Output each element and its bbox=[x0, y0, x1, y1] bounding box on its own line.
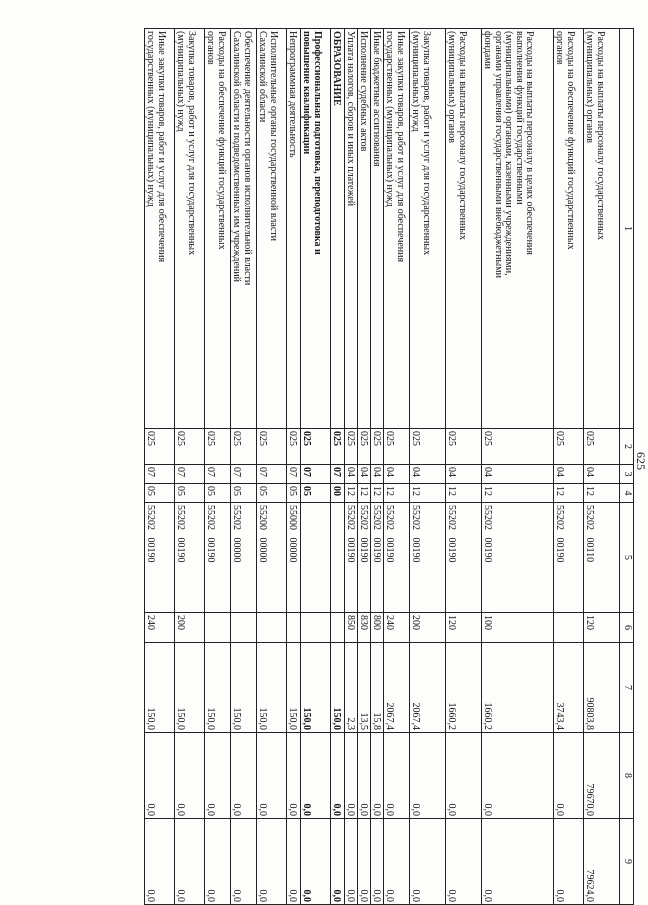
amount-year1-cell: 150,0 bbox=[257, 643, 287, 733]
amount-year3-cell: 0,0 bbox=[345, 819, 358, 905]
amount-year1-cell: 150,0 bbox=[175, 643, 205, 733]
section-cell: 04 bbox=[384, 465, 410, 484]
amount-year2-cell: 0,0 bbox=[554, 733, 584, 819]
expense-type-cell bbox=[554, 613, 584, 643]
section-cell: 07 bbox=[231, 465, 257, 484]
amount-year2-cell: 0,0 bbox=[145, 733, 175, 819]
amount-year2-cell: 0,0 bbox=[287, 733, 301, 819]
item-name-cell: Расходы на выплаты персоналу государственных (муниципальных) органов bbox=[446, 29, 482, 429]
budget-table bbox=[144, 28, 634, 905]
target-article-cell bbox=[331, 503, 345, 613]
expense-type-cell: 800 bbox=[371, 613, 384, 643]
item-name-cell: ОБРАЗОВАНИЕ bbox=[331, 29, 345, 429]
amount-year1-cell: 2067,4 bbox=[384, 643, 410, 733]
table-body bbox=[145, 29, 634, 905]
amount-year2-cell: 79670,0 bbox=[584, 733, 620, 819]
target-article-cell: 55202 00190 bbox=[175, 503, 205, 613]
section-cell: 04 bbox=[345, 465, 358, 484]
item-name-cell: Профессиональная подготовка, переподготовка и повышение квалификации bbox=[301, 29, 331, 429]
amount-year3-cell: 79624,0 bbox=[584, 819, 620, 905]
header-cell: 6 bbox=[620, 613, 634, 643]
amount-year3-cell: 0,0 bbox=[358, 819, 371, 905]
expense-type-cell: 200 bbox=[410, 613, 446, 643]
target-article-cell: 55202 00190 bbox=[446, 503, 482, 613]
item-name-cell: Расходы на выплаты персоналу государственных (муниципальных) органов bbox=[584, 29, 620, 429]
table-row bbox=[231, 29, 257, 905]
subsection-cell: 12 bbox=[584, 484, 620, 503]
amount-year1-cell: 3743,4 bbox=[554, 643, 584, 733]
table-row bbox=[145, 29, 175, 905]
ministry-code-cell: 025 bbox=[231, 429, 257, 465]
target-article-cell: 55202 00190 bbox=[384, 503, 410, 613]
ministry-code-cell: 025 bbox=[358, 429, 371, 465]
amount-year1-cell: 90803,8 bbox=[584, 643, 620, 733]
amount-year1-cell: 150,0 bbox=[301, 643, 331, 733]
amount-year3-cell: 0,0 bbox=[257, 819, 287, 905]
amount-year2-cell: 0,0 bbox=[231, 733, 257, 819]
amount-year2-cell: 0,0 bbox=[301, 733, 331, 819]
expense-type-cell bbox=[205, 613, 231, 643]
table-row bbox=[384, 29, 410, 905]
target-article-cell: 55202 00000 bbox=[231, 503, 257, 613]
target-article-cell bbox=[301, 503, 331, 613]
subsection-cell: 05 bbox=[301, 484, 331, 503]
table-row bbox=[410, 29, 446, 905]
subsection-cell: 05 bbox=[175, 484, 205, 503]
ministry-code-cell: 025 bbox=[331, 429, 345, 465]
header-cell: 9 bbox=[620, 819, 634, 905]
amount-year2-cell: 0,0 bbox=[410, 733, 446, 819]
amount-year3-cell: 0,0 bbox=[175, 819, 205, 905]
expense-type-cell: 120 bbox=[446, 613, 482, 643]
subsection-cell: 12 bbox=[410, 484, 446, 503]
amount-year1-cell: 150,0 bbox=[331, 643, 345, 733]
amount-year1-cell: 15,8 bbox=[371, 643, 384, 733]
section-cell: 04 bbox=[410, 465, 446, 484]
header-row bbox=[620, 29, 634, 905]
table-row bbox=[371, 29, 384, 905]
header-cell: 2 bbox=[620, 429, 634, 465]
section-cell: 04 bbox=[446, 465, 482, 484]
subsection-cell: 05 bbox=[257, 484, 287, 503]
target-article-cell: 55202 00190 bbox=[145, 503, 175, 613]
header-cell: 3 bbox=[620, 465, 634, 484]
rotated-page bbox=[50, 28, 648, 904]
ministry-code-cell: 025 bbox=[287, 429, 301, 465]
expense-type-cell: 240 bbox=[145, 613, 175, 643]
ministry-code-cell: 025 bbox=[301, 429, 331, 465]
amount-year2-cell: 0,0 bbox=[371, 733, 384, 819]
table-row bbox=[358, 29, 371, 905]
expense-type-cell bbox=[257, 613, 287, 643]
ministry-code-cell: 025 bbox=[205, 429, 231, 465]
section-cell: 04 bbox=[482, 465, 554, 484]
expense-type-cell: 120 bbox=[584, 613, 620, 643]
ministry-code-cell: 025 bbox=[482, 429, 554, 465]
table-row bbox=[205, 29, 231, 905]
section-cell: 07 bbox=[175, 465, 205, 484]
target-article-cell: 55202 00190 bbox=[554, 503, 584, 613]
item-name-cell: Закупка товаров, работ и услуг для государственных (муниципальных) нужд bbox=[175, 29, 205, 429]
item-name-cell: Иные закупки товаров, работ и услуг для обеспечения государственных (муниципальных) нужд bbox=[384, 29, 410, 429]
expense-type-cell bbox=[287, 613, 301, 643]
amount-year2-cell: 0,0 bbox=[482, 733, 554, 819]
item-name-cell: Закупка товаров, работ и услуг для государственных (муниципальных) нужд bbox=[410, 29, 446, 429]
table-row bbox=[331, 29, 345, 905]
section-cell: 07 bbox=[331, 465, 345, 484]
subsection-cell: 12 bbox=[482, 484, 554, 503]
ministry-code-cell: 025 bbox=[345, 429, 358, 465]
subsection-cell: 12 bbox=[345, 484, 358, 503]
target-article-cell: 55202 00190 bbox=[410, 503, 446, 613]
amount-year1-cell: 150,0 bbox=[205, 643, 231, 733]
section-cell: 07 bbox=[205, 465, 231, 484]
subsection-cell: 12 bbox=[446, 484, 482, 503]
table-row bbox=[554, 29, 584, 905]
header-cell: 5 bbox=[620, 503, 634, 613]
amount-year3-cell: 0,0 bbox=[446, 819, 482, 905]
subsection-cell: 12 bbox=[371, 484, 384, 503]
item-name-cell: Обеспечение деятельности органов исполнительной власти Сахалинской области и подведомственных им учреждений bbox=[231, 29, 257, 429]
table-row bbox=[175, 29, 205, 905]
section-cell: 07 bbox=[287, 465, 301, 484]
amount-year3-cell: 0,0 bbox=[384, 819, 410, 905]
target-article-cell: 55202 00190 bbox=[358, 503, 371, 613]
subsection-cell: 12 bbox=[554, 484, 584, 503]
subsection-cell: 12 bbox=[384, 484, 410, 503]
item-name-cell: Непрограммная деятельность bbox=[287, 29, 301, 429]
table-row bbox=[482, 29, 554, 905]
ministry-code-cell: 025 bbox=[410, 429, 446, 465]
item-name-cell: Расходы на обеспечение функций государственных органов bbox=[205, 29, 231, 429]
target-article-cell: 55202 00190 bbox=[345, 503, 358, 613]
table-row bbox=[446, 29, 482, 905]
subsection-cell: 00 bbox=[331, 484, 345, 503]
target-article-cell: 55202 00190 bbox=[482, 503, 554, 613]
amount-year1-cell: 13,5 bbox=[358, 643, 371, 733]
item-name-cell: Иные закупки товаров, работ и услуг для обеспечения государственных (муниципальных) нужд bbox=[145, 29, 175, 429]
amount-year3-cell: 0,0 bbox=[331, 819, 345, 905]
ministry-code-cell: 025 bbox=[584, 429, 620, 465]
page-number: 625 bbox=[634, 452, 648, 470]
section-cell: 04 bbox=[371, 465, 384, 484]
subsection-cell: 12 bbox=[358, 484, 371, 503]
amount-year3-cell: 0,0 bbox=[482, 819, 554, 905]
section-cell: 07 bbox=[301, 465, 331, 484]
item-name-cell: Расходы на обеспечение функций государственных органов bbox=[554, 29, 584, 429]
header-cell: 4 bbox=[620, 484, 634, 503]
table-row bbox=[584, 29, 620, 905]
expense-type-cell: 200 bbox=[175, 613, 205, 643]
item-name-cell: Расходы на выплаты персоналу в целях обеспечения выполнения функций государственными (муниципальными) органами, казенными учреждениями, органами управления государственными внебюджетными фондами bbox=[482, 29, 554, 429]
ministry-code-cell: 025 bbox=[257, 429, 287, 465]
amount-year2-cell: 0,0 bbox=[331, 733, 345, 819]
expense-type-cell: 240 bbox=[384, 613, 410, 643]
header-cell: 1 bbox=[620, 29, 634, 429]
subsection-cell: 05 bbox=[205, 484, 231, 503]
amount-year2-cell: 0,0 bbox=[384, 733, 410, 819]
amount-year1-cell: 150,0 bbox=[145, 643, 175, 733]
amount-year2-cell: 0,0 bbox=[446, 733, 482, 819]
expense-type-cell bbox=[331, 613, 345, 643]
subsection-cell: 05 bbox=[231, 484, 257, 503]
table-row bbox=[287, 29, 301, 905]
table-row bbox=[301, 29, 331, 905]
target-article-cell: 55202 00190 bbox=[371, 503, 384, 613]
section-cell: 07 bbox=[257, 465, 287, 484]
subsection-cell: 05 bbox=[145, 484, 175, 503]
item-name-cell: Исполнительные органы государственной власти Сахалинской области bbox=[257, 29, 287, 429]
amount-year3-cell: 0,0 bbox=[554, 819, 584, 905]
target-article-cell: 55202 00190 bbox=[205, 503, 231, 613]
target-article-cell: 55200 00000 bbox=[257, 503, 287, 613]
expense-type-cell bbox=[231, 613, 257, 643]
amount-year3-cell: 0,0 bbox=[301, 819, 331, 905]
section-cell: 07 bbox=[145, 465, 175, 484]
amount-year2-cell: 0,0 bbox=[345, 733, 358, 819]
amount-year1-cell: 1660,2 bbox=[446, 643, 482, 733]
amount-year2-cell: 0,0 bbox=[205, 733, 231, 819]
subsection-cell: 05 bbox=[287, 484, 301, 503]
ministry-code-cell: 025 bbox=[175, 429, 205, 465]
amount-year1-cell: 150,0 bbox=[231, 643, 257, 733]
amount-year2-cell: 0,0 bbox=[257, 733, 287, 819]
header-cell: 8 bbox=[620, 733, 634, 819]
table-row bbox=[345, 29, 358, 905]
header-cell: 7 bbox=[620, 643, 634, 733]
ministry-code-cell: 025 bbox=[371, 429, 384, 465]
expense-type-cell: 100 bbox=[482, 613, 554, 643]
target-article-cell: 55000 00000 bbox=[287, 503, 301, 613]
amount-year2-cell: 0,0 bbox=[358, 733, 371, 819]
section-cell: 04 bbox=[554, 465, 584, 484]
amount-year3-cell: 0,0 bbox=[145, 819, 175, 905]
amount-year3-cell: 0,0 bbox=[287, 819, 301, 905]
expense-type-cell: 850 bbox=[345, 613, 358, 643]
expense-type-cell bbox=[301, 613, 331, 643]
amount-year3-cell: 0,0 bbox=[410, 819, 446, 905]
ministry-code-cell: 025 bbox=[554, 429, 584, 465]
item-name-cell: Иные бюджетные ассигнования bbox=[371, 29, 384, 429]
amount-year3-cell: 0,0 bbox=[231, 819, 257, 905]
amount-year1-cell: 150,0 bbox=[287, 643, 301, 733]
amount-year1-cell: 2067,4 bbox=[410, 643, 446, 733]
amount-year2-cell: 0,0 bbox=[175, 733, 205, 819]
section-cell: 04 bbox=[358, 465, 371, 484]
section-cell: 04 bbox=[584, 465, 620, 484]
target-article-cell: 55202 00110 bbox=[584, 503, 620, 613]
item-name-cell: Исполнение судебных актов bbox=[358, 29, 371, 429]
table-row bbox=[257, 29, 287, 905]
amount-year1-cell: 2,3 bbox=[345, 643, 358, 733]
amount-year3-cell: 0,0 bbox=[371, 819, 384, 905]
amount-year3-cell: 0,0 bbox=[205, 819, 231, 905]
ministry-code-cell: 025 bbox=[384, 429, 410, 465]
expense-type-cell: 830 bbox=[358, 613, 371, 643]
amount-year1-cell: 1660,2 bbox=[482, 643, 554, 733]
ministry-code-cell: 025 bbox=[145, 429, 175, 465]
item-name-cell: Уплата налогов, сборов и иных платежей bbox=[345, 29, 358, 429]
ministry-code-cell: 025 bbox=[446, 429, 482, 465]
